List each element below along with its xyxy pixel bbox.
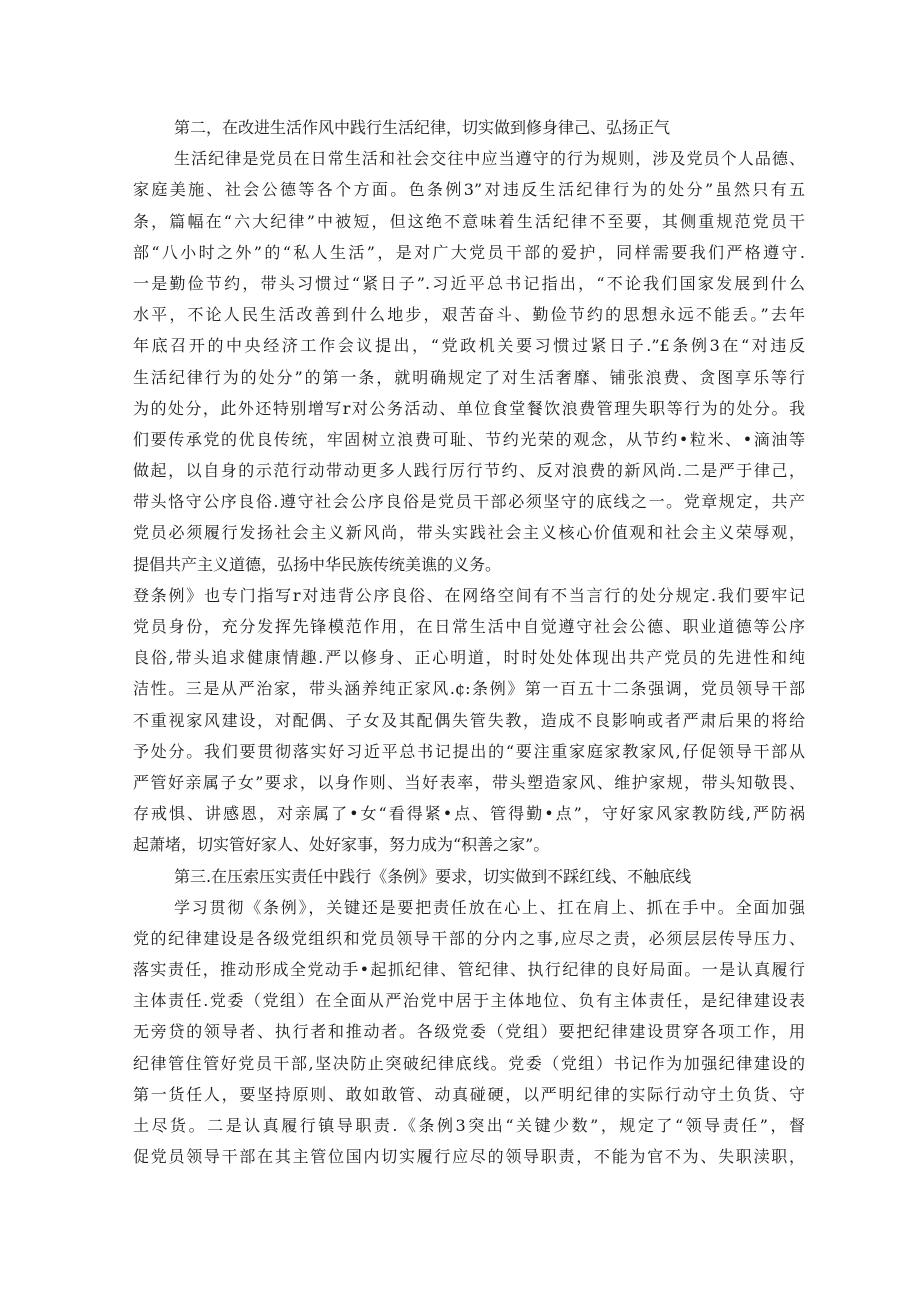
text-line: 予处分。我们要贯彻落实好习近平总书记提出的“要注重家庭家教家风,仔促领导干部从 [133, 741, 805, 761]
text-line: 良俗,带头追求健康情趣.严以修身、正心明道，时时处处体现出共产党员的先进性和纯 [133, 648, 805, 668]
text-line: 部“八小时之外”的“私人生活”，是对广大党员干部的爱护，同样需要我们严格遵守. [133, 242, 805, 262]
text-line: 洁性。三是从严治家，带头涵养纯正家风.¢:条例》第一百五十二条强调，党员领导干部 [133, 679, 805, 699]
text-line: 提倡共产主义道德，弘扬中华民族传统美谯的义务。 [133, 554, 502, 574]
text-line: 水平，不论人民生活改善到什么地步，艰苦奋斗、勤俭节约的思想永远不能丢。”去年 [133, 305, 805, 325]
text-line: 第三.在压索压实责任中践行《条例》要求，切实做到不踩红线、不触底线 [174, 866, 692, 886]
text-line: 带头恪守公序良俗.遵守社会公序良俗是党员干部必须坚守的底线之一。党章规定，共产 [133, 492, 805, 512]
text-line: 主体责任.党委（党组）在全面从严治党中居于主体地位、负有主体责任，是纪律建设表 [133, 991, 805, 1011]
text-line: 们要传承党的优良传统，牢固树立浪费可耻、节约光荣的观念，从节约•粒米、•滴油等 [133, 429, 805, 449]
text-line: 登条例》也专门指写r对违背公序良俗、在网络空间有不当言行的处分规定.我们要牢记 [133, 585, 805, 605]
text-line: 党员必须履行发扬社会主义新风尚，带头实践社会主义核心价值观和社会主义荣辱观， [133, 523, 805, 543]
text-line: 一是勤俭节约，带头习惯过“紧日子”.习近平总书记指出，“不论我们国家发展到什么 [133, 273, 805, 293]
text-line: 纪律管住管好党员干部,坚决防止突破纪律底线。党委（党组）书记作为加强纪律建设的 [133, 1053, 805, 1073]
text-line: 落实责任，推动形成全党动手•起抓纪律、管纪律、执行纪律的良好局面。一是认真履行 [133, 960, 805, 980]
text-line: 促党员领导干部在其主管位国内切实履行应尽的领导职责，不能为官不为、失职渎职， [133, 1147, 805, 1167]
text-line: 做起，以自身的示范行动带动更多人践行厉行节约、反对浪费的新风尚.二是严于律己， [133, 461, 805, 481]
text-line: 党员身份，充分发挥先锋模范作用，在日常生活中自觉遵守社会公德、职业道德等公序 [133, 617, 805, 636]
text-line: 第二，在改进生活作风中践行生活纪律，切实做到修身律己、弘扬正气 [174, 118, 671, 137]
text-line: 严管好亲属子女”要求，以身作则、当好表率，带头塑造家风、维护家规，带头知敬畏、 [133, 772, 805, 792]
text-line: 家庭美施、社会公德等各个方面。色条例3”对违反生活纪律行为的处分”虽然只有五 [133, 180, 805, 200]
text-line: 学习贯彻《条例》，关键还是要把责任放在心上、扛在肩上、抓在手中。全面加强 [174, 897, 805, 917]
text-line: 党的纪律建设是各级党组织和党员领导干部的分内之事,应尽之责，必须层层传导压力、 [133, 928, 805, 948]
text-line: 土尽货。二是认真履行镇导职责.《条例3突出“关键少数”，规定了“领导责任”，督 [133, 1116, 805, 1135]
document-page [133, 112, 805, 1172]
text-line: 条，篇幅在“六大纪律”中被短，但这绝不意味着生活纪律不至要，其侧重规范党员干 [133, 211, 805, 231]
text-line: 第一货任人，要坚持原则、敢如敢管、动真碰硬，以严明纪律的实际行动守土负货、守 [133, 1084, 805, 1104]
text-line: 不重视家风建设，对配偶、子女及其配偶失管失教，造成不良影响或者严肃后果的将给 [133, 710, 805, 730]
text-line: 生活纪律行为的处分”的第一条，就明确规定了对生活奢靡、铺张浪费、贪图享乐等行 [133, 367, 805, 387]
text-line: 生活纪律是党员在日常生活和社会交往中应当遵守的行为规则，涉及党员个人品德、 [174, 149, 805, 169]
text-line: 存戒惧、讲感恩，对亲属了•女“看得紧•点、管得勤•点”，守好家风家教防线,严防祸 [133, 804, 805, 824]
text-line: 起萧堵，切实管好家人、处好家事，努力成为“积善之家”。 [133, 835, 550, 855]
text-line: 无旁贷的领导者、执行者和推动者。各级党委（党组）要把纪律建设贯穿各项工作，用 [133, 1022, 805, 1042]
text-line: 年底召开的中央经济工作会议提出，“党政机关要习惯过紧日子.”£条例3在“对违反 [133, 336, 805, 356]
text-line: 为的处分，此外还特别增写r对公务活动、单位食堂餐饮浪费管理失职等行为的处分。我 [133, 398, 805, 418]
